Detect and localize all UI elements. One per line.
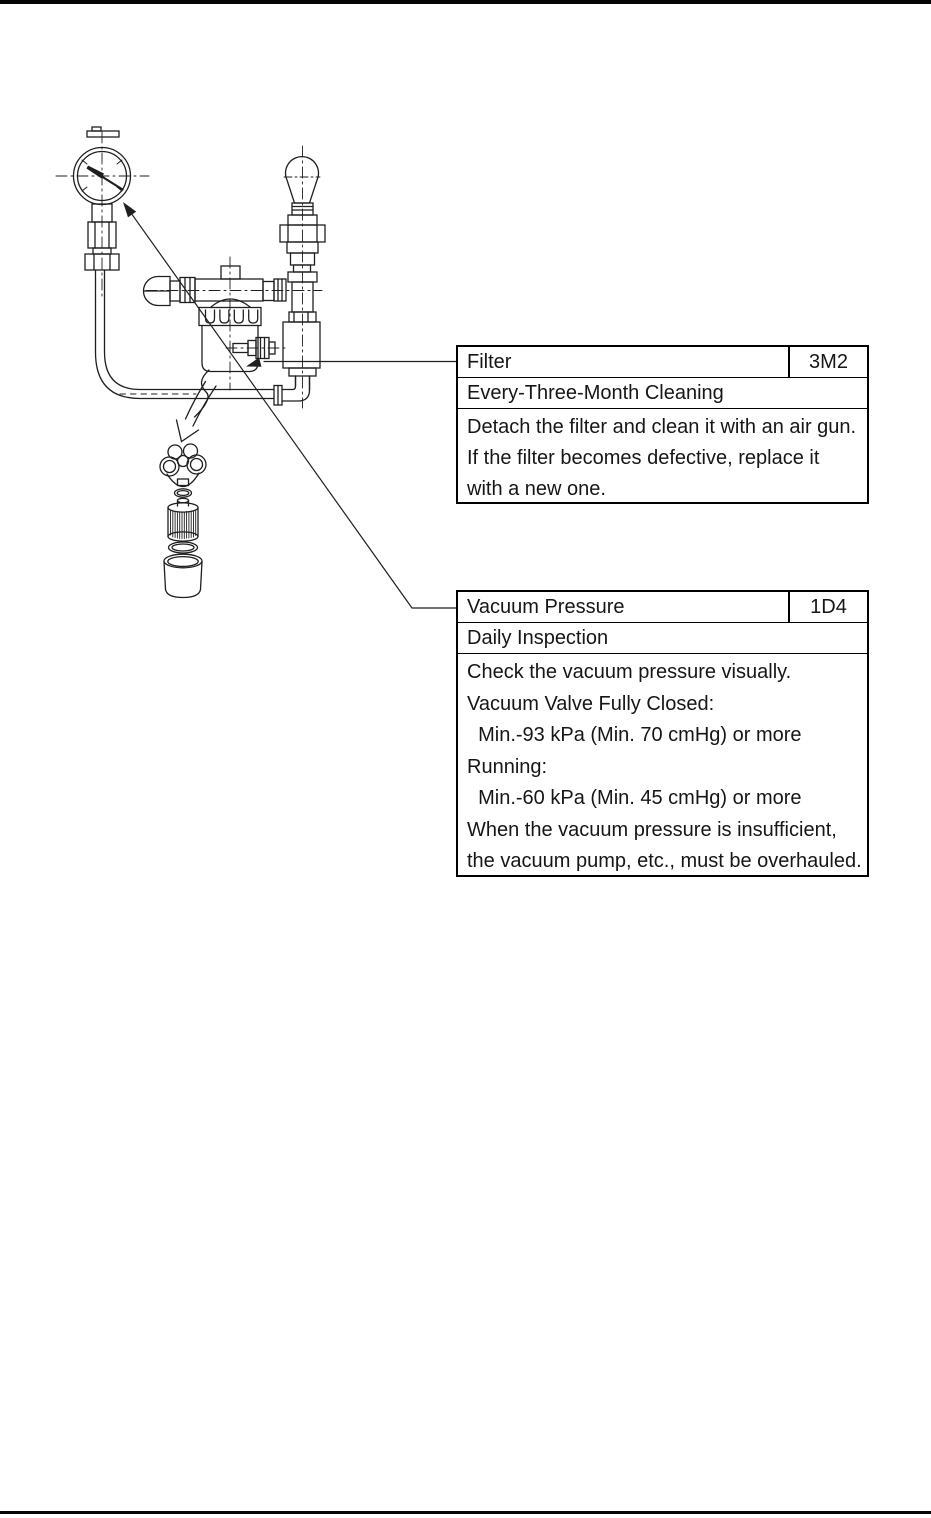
vacuum-callout-header <box>458 592 867 623</box>
filter-leader-arrowhead <box>246 358 262 367</box>
pipe-elbow <box>274 376 310 405</box>
valve-ribbed-collar <box>206 310 258 323</box>
vacuum-leader-arrowhead <box>123 202 136 217</box>
body-line: with a new one. <box>467 478 606 500</box>
exploded-filter-view <box>160 382 216 598</box>
gauge-needle <box>87 166 123 190</box>
body-line: Check the vacuum pressure visually. <box>467 661 792 683</box>
body-line: Running: <box>467 755 548 778</box>
callout-body <box>458 654 867 878</box>
filter-o-ring-2 <box>169 542 198 553</box>
body-line: Min.-60 kPa (Min. 45 cmHg) or more <box>467 787 802 809</box>
body-line: the vacuum pump, etc., must be overhauled. <box>467 850 862 872</box>
callout-title: Vacuum Pressure <box>467 595 625 618</box>
body-line: When the vacuum pressure is insufficient, <box>467 818 837 841</box>
callout-title: Filter <box>467 350 512 373</box>
filter-head <box>160 444 206 487</box>
callout-schedule: Daily Inspection <box>458 623 867 654</box>
filter-fitting <box>226 338 288 359</box>
body-line: Detach the filter and clean it with an air gun. <box>467 416 857 438</box>
vacuum-leader-line <box>132 215 456 608</box>
vacuum-valve-handle <box>280 146 325 408</box>
callout-schedule: Every-Three-Month Cleaning <box>458 378 867 409</box>
filter-callout <box>456 345 869 504</box>
body-line: If the filter becomes defective, replace it <box>467 447 820 469</box>
right-tee-body <box>274 272 320 405</box>
callout-code-badge: 1D4 <box>788 592 867 622</box>
filter-element <box>168 498 198 541</box>
body-line: Min.-93 kPa (Min. 70 cmHg) or more <box>467 724 802 746</box>
vacuum-pressure-callout <box>456 590 869 877</box>
callout-code-badge: 3M2 <box>788 347 867 377</box>
callout-body <box>458 409 867 505</box>
filter-callout-header <box>458 347 867 378</box>
filter-o-ring-1 <box>175 489 192 497</box>
pump-valve-body <box>144 257 323 390</box>
filter-bowl <box>164 554 202 597</box>
exploded-view-arrow <box>177 382 217 442</box>
pressure-gauge <box>56 127 149 298</box>
body-line: Vacuum Valve Fully Closed: <box>467 692 715 715</box>
